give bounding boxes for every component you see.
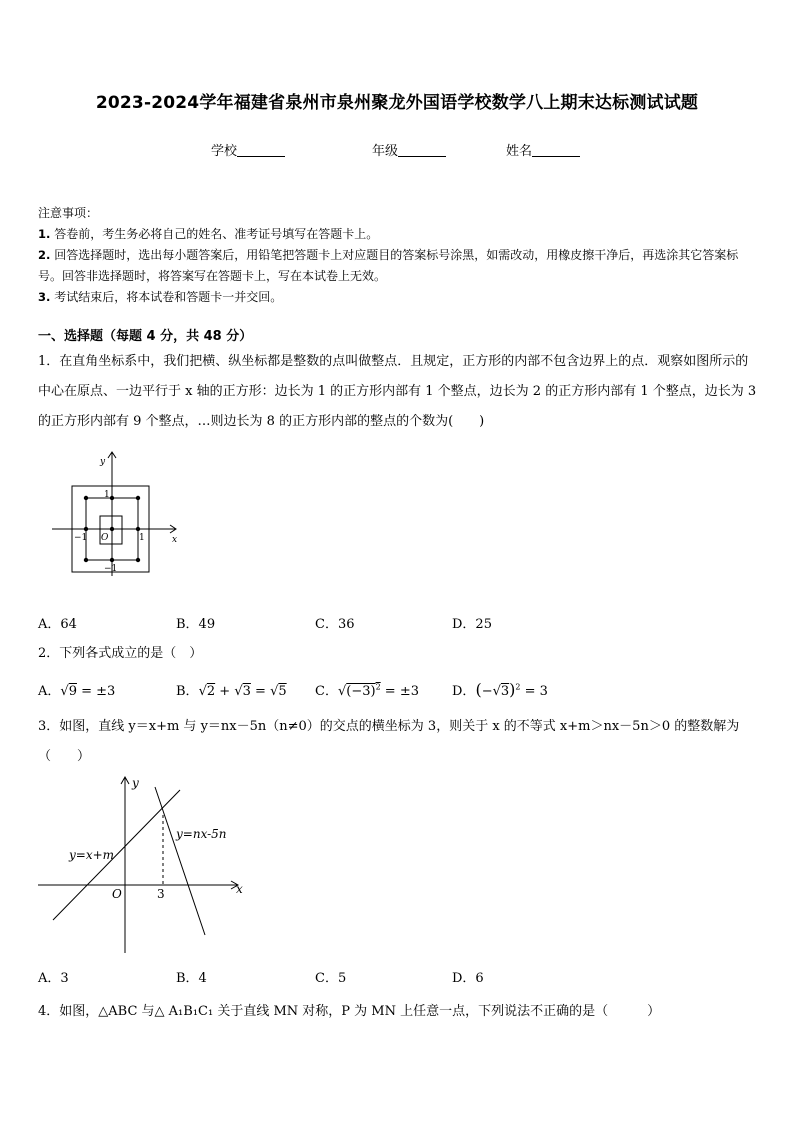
label-origin: O xyxy=(101,533,109,543)
grade-field[interactable]: 年级 xyxy=(372,140,446,159)
q2-option-b[interactable]: B．√2 + √3 = √5 xyxy=(176,684,287,699)
lattice-point xyxy=(136,558,140,562)
lattice-point xyxy=(110,558,114,562)
x-label: x xyxy=(172,535,178,545)
y-label: y xyxy=(132,776,139,790)
line1-label: y=x+m xyxy=(69,848,115,862)
q2-option-d[interactable]: D．$(-√3)^2 = 3$ xyxy=(452,680,548,699)
question-2-text: 2．下列各式成立的是（ ） xyxy=(38,646,203,661)
note-2: 2. 回答选择题时，选出每小题答案后，用铅笔把答题卡上对应题目的答案标号涂黑，如需改动，用橡皮擦干净后，再选涂其它答案标号。回答非选择题时，将答案写在答题卡上，写在本试卷上无效。 xyxy=(38,248,739,283)
q1-option-a[interactable]: A．64 xyxy=(38,617,77,632)
question-3-figure xyxy=(38,775,253,960)
label-one-top: 1 xyxy=(104,490,110,500)
school-field[interactable]: 学校 xyxy=(211,140,285,159)
label-one-right: 1 xyxy=(139,533,145,543)
notes-heading: 注意事项： xyxy=(38,206,99,220)
section-heading: 一、选择题（每题 4 分，共 48 分） xyxy=(38,329,253,344)
page-title: 2023-2024学年福建省泉州市泉州聚龙外国语学校数学八上期末达标测试试题 xyxy=(95,93,699,113)
q1-option-d[interactable]: D．25 xyxy=(452,617,492,632)
q2-option-a[interactable]: A．√9 = ±3 xyxy=(38,684,116,699)
notes xyxy=(38,203,758,308)
question-3-text: 3．如图，直线 y＝x+m 与 y＝nx－5n（n≠0）的交点的横坐标为 3，则关于 x 的不等式 x+m＞nx－5n＞0 的整数解为（ ） xyxy=(38,719,740,764)
q3-option-b[interactable]: B．4 xyxy=(176,971,207,986)
q3-option-c[interactable]: C．5 xyxy=(315,971,347,986)
note-1: 1. 答卷前，考生务必将自己的姓名、准考证号填写在答题卡上。 xyxy=(38,227,379,241)
x-label: x xyxy=(236,882,243,896)
lattice-point xyxy=(84,558,88,562)
q1-option-c[interactable]: C．36 xyxy=(315,617,355,632)
q1-option-b[interactable]: B．49 xyxy=(176,617,216,632)
question-1-options xyxy=(38,613,758,633)
y-label: y xyxy=(100,457,106,467)
lattice-point xyxy=(110,496,114,500)
label-neg-one-bottom: −1 xyxy=(104,564,118,574)
lattice-point xyxy=(136,527,140,531)
lattice-point xyxy=(84,496,88,500)
question-1-figure xyxy=(48,450,188,580)
origin-label: O xyxy=(112,887,122,901)
line2-label: y=nx-5n xyxy=(176,827,227,841)
lattice-point xyxy=(110,527,114,531)
note-3: 3. 考试结束后，将本试卷和答题卡一并交回。 xyxy=(38,290,283,304)
tick-three: 3 xyxy=(157,887,165,901)
lattice-point xyxy=(84,527,88,531)
lattice-point xyxy=(136,496,140,500)
name-field[interactable]: 姓名 xyxy=(506,140,580,159)
q3-option-a[interactable]: A．3 xyxy=(38,971,69,986)
q3-option-d[interactable]: D．6 xyxy=(452,971,484,986)
q2-option-c[interactable]: C．$√(-3)^2 = \pm 3$ xyxy=(315,682,419,699)
line-y-nx-minus-5n xyxy=(155,787,205,935)
question-4-text: 4．如图，△ABC 与△ A₁B₁C₁ 关于直线 MN 对称，P 为 MN 上任意一点，下列说法不正确的是（ ） xyxy=(38,1004,661,1019)
label-neg-one-left: −1 xyxy=(74,533,88,543)
question-1-text: 1．在直角坐标系中，我们把横、纵坐标都是整数的点叫做整点．且规定，正方形的内部不包含边界上的点．观察如图所示的中心在原点、一边平行于 x 轴的正方形：边长为 1 的正方形内部有 1 个整点，边长为 2 的正方形内部有 1 个整点，边长为 3 的正方形内部有 9 个整点，…则边长为 8 的正方形内部的整点的个数为( ) xyxy=(38,354,757,429)
question-2-options xyxy=(38,675,758,705)
question-3-options xyxy=(38,967,758,987)
